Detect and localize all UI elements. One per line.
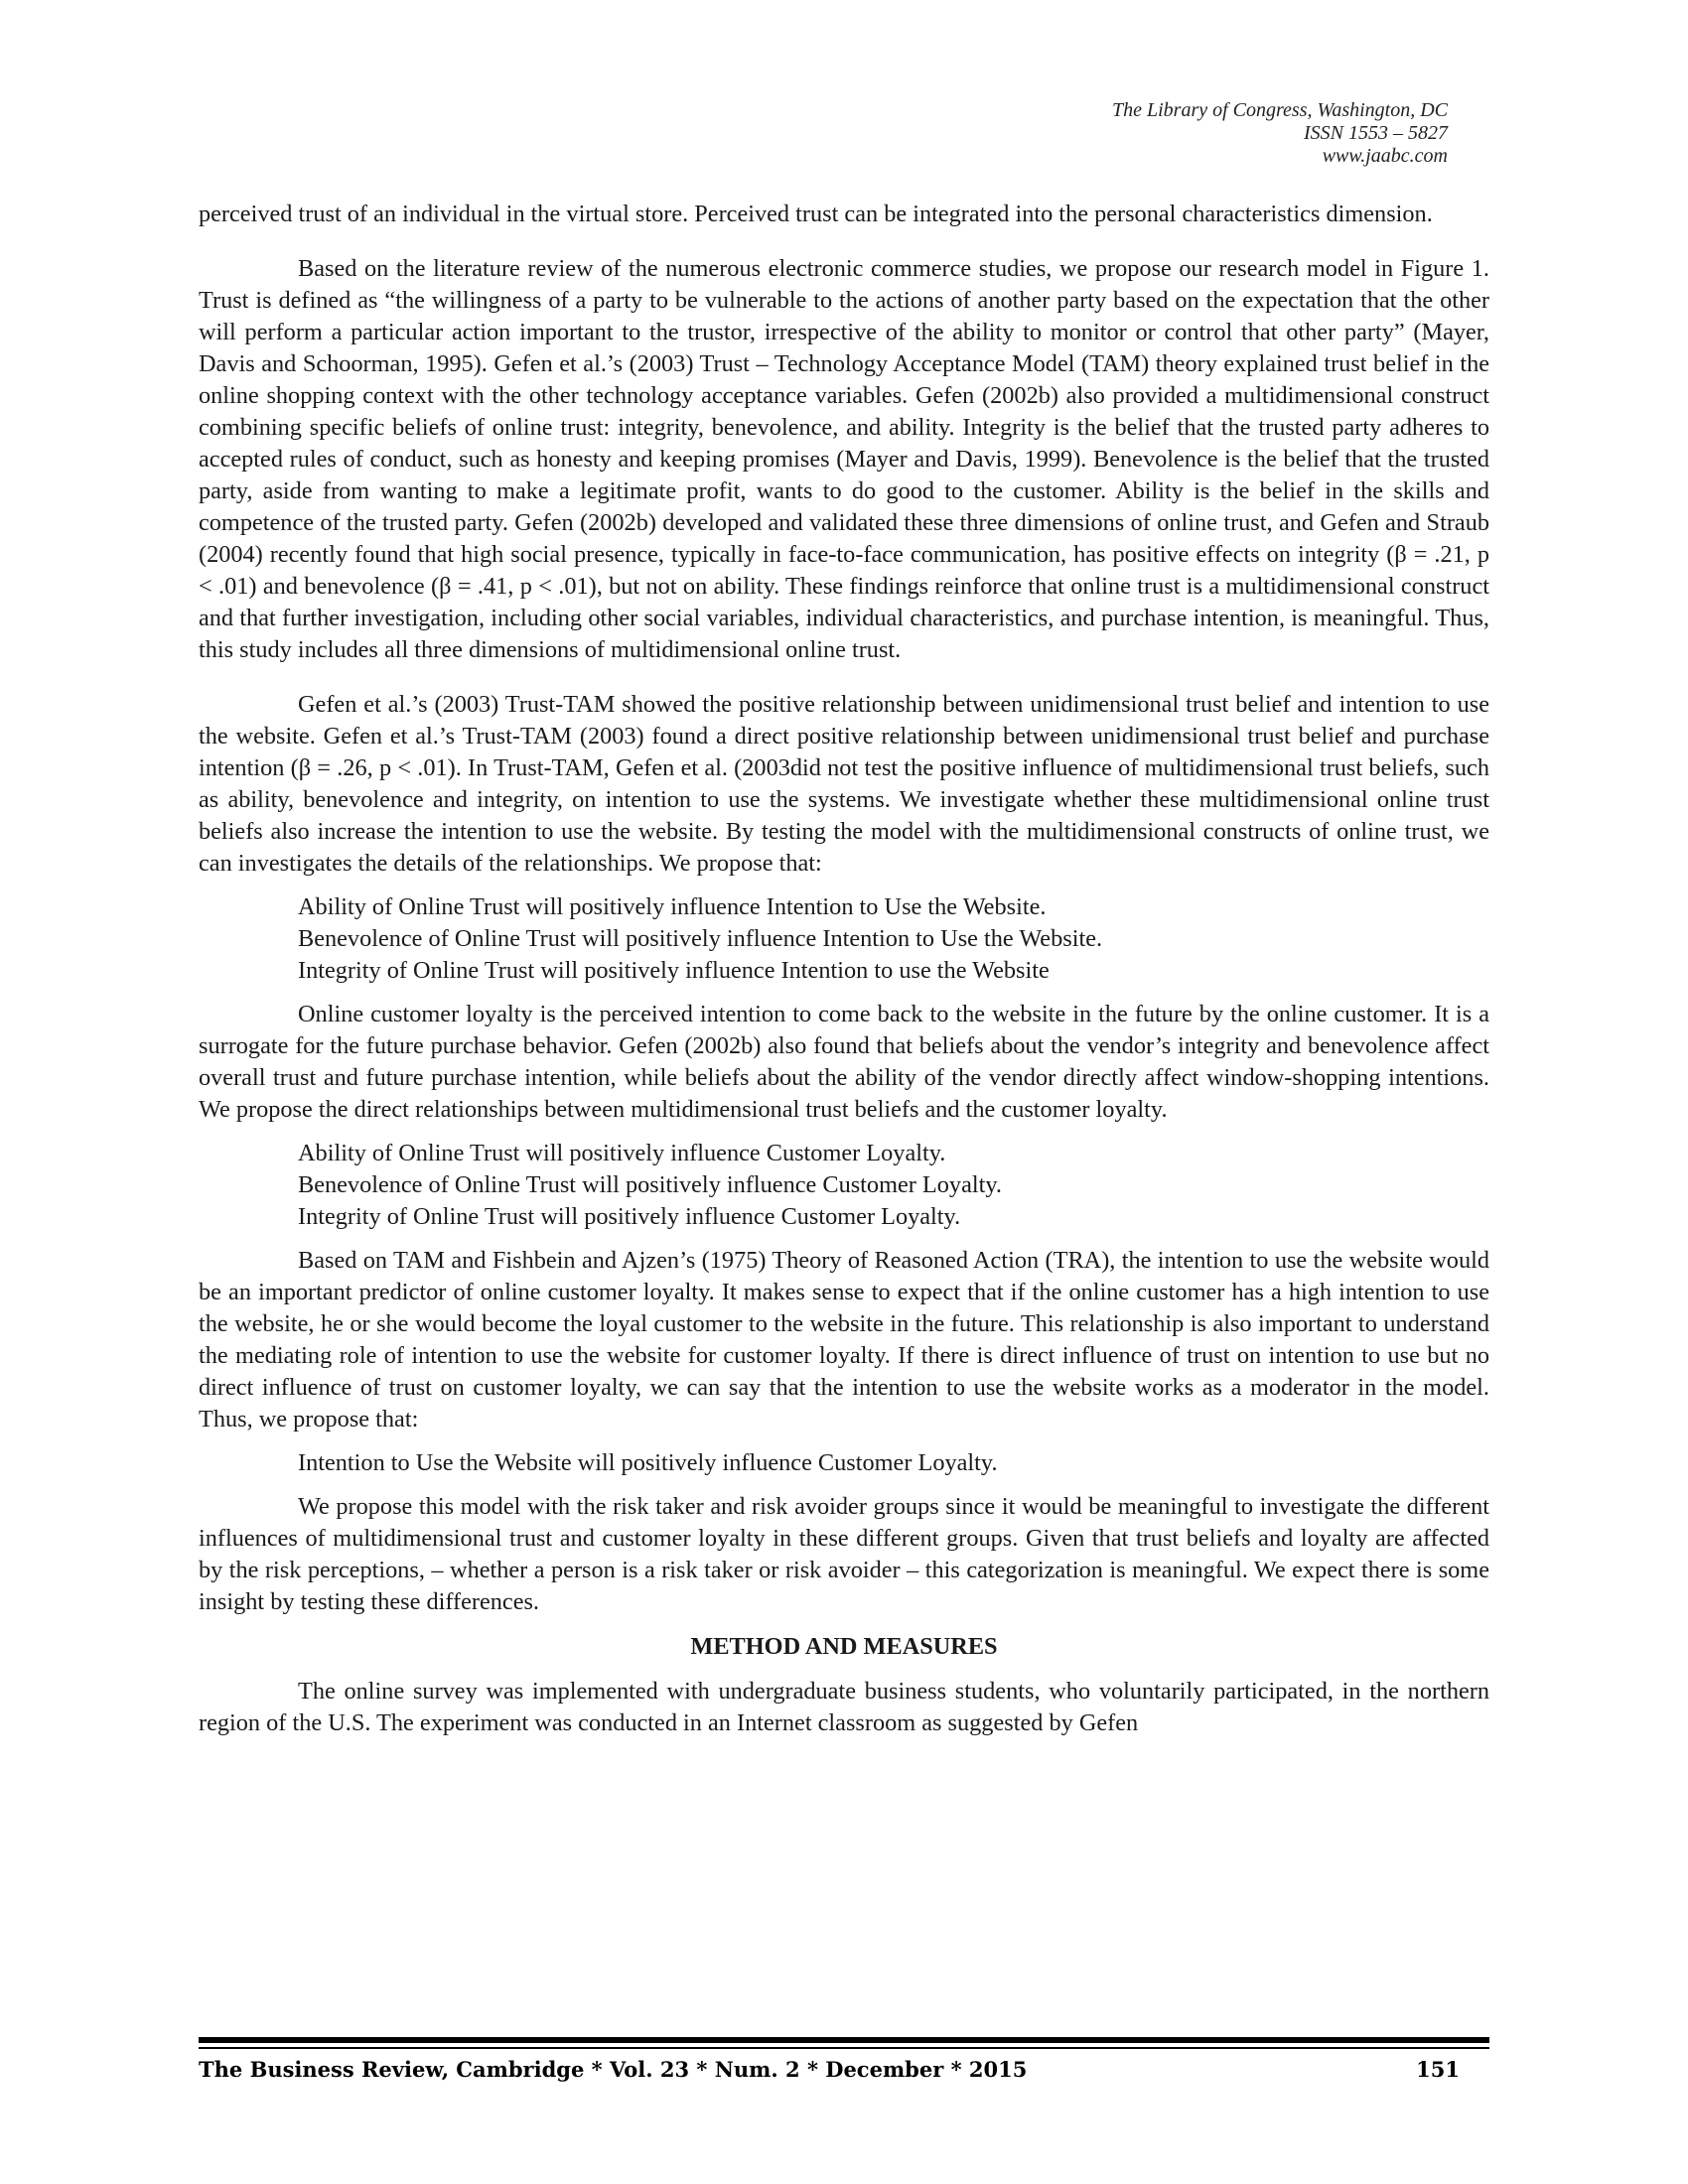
footer-divider-thin: [199, 2047, 1489, 2049]
hypothesis-item: Benevolence of Online Trust will positively influence Customer Loyalty.: [298, 1171, 1002, 1198]
hypothesis-item: Ability of Online Trust will positively influence Customer Loyalty.: [298, 1140, 946, 1166]
hypothesis-item: Integrity of Online Trust will positively influence Intention to use the Website: [298, 957, 1050, 984]
footer-journal-info: The Business Review, Cambridge * Vol. 23 * Num. 2 * December * 2015: [199, 2057, 1028, 2082]
paragraph-trust-tam: Gefen et al.’s (2003) Trust-TAM showed the positive relationship between unidimensional trust belief and intention to use the website. Gefen et al.’s Trust-TAM (2003) found a direct positive relationship between unidimensional trust belief and purchase intention (β = .26, p < .01). In Trust-TAM, Gefen et al. (2003did not test the positive influence of multidimensional trust beliefs, such as ability, benevolence and integrity, on intention to use the systems. We investigate whether these multidimensional online trust beliefs also increase the intention to use the website. By testing the model with the multidimensional constructs of online trust, we can investigates the details of the relationships. We propose that:: [199, 691, 1489, 877]
hypothesis-item: Intention to Use the Website will positively influence Customer Loyalty.: [298, 1449, 998, 1476]
paragraph-customer-loyalty: Online customer loyalty is the perceived intention to come back to the website in the future by the online customer. It is a surrogate for the future purchase behavior. Gefen (2002b) also found that beliefs about the vendor’s integrity and benevolence affect overall trust and future purchase intention, while beliefs about the ability of the vendor directly affect window-shopping intentions. We propose the direct relationships between multidimensional trust beliefs and the customer loyalty.: [199, 1001, 1489, 1123]
paragraph-risk-groups: We propose this model with the risk taker and risk avoider groups since it would be meaningful to investigate the different influences of multidimensional trust and customer loyalty in these different groups. Given that trust beliefs and loyalty are affected by the risk perceptions, – whether a person is a risk taker or risk avoider – this categorization is meaningful. We expect there is some insight by testing these differences.: [199, 1493, 1489, 1615]
footer-divider: [199, 2037, 1489, 2043]
page-number: 151: [1416, 2057, 1460, 2082]
hypotheses-loyalty: [199, 1138, 1489, 1233]
paragraph-tra: Based on TAM and Fishbein and Ajzen’s (1975) Theory of Reasoned Action (TRA), the intention to use the website would be an important predictor of online customer loyalty. It makes sense to expect that if the online customer has a high intention to use the website, he or she would become the loyal customer to the website in the future. This relationship is also important to understand the mediating role of intention to use the website for customer loyalty. If there is direct influence of trust on intention to use but no direct influence of trust on customer loyalty, we can say that the intention to use the website works as a moderator in the model. Thus, we propose that:: [199, 1247, 1489, 1433]
paragraph-method: The online survey was implemented with undergraduate business students, who voluntarily participated, in the northern region of the U.S. The experiment was conducted in an Internet classroom as suggested by Gefen: [199, 1678, 1489, 1736]
paragraph-trust-definition: Based on the literature review of the numerous electronic commerce studies, we propose our research model in Figure 1. Trust is defined as “the willingness of a party to be vulnerable to the actions of another party based on the expectation that the other will perform a particular action important to the trustor, irrespective of the ability to monitor or control that other party” (Mayer, Davis and Schoorman, 1995). Gefen et al.’s (2003) Trust – Technology Acceptance Model (TAM) theory explained trust belief in the online shopping context with the other technology acceptance variables. Gefen (2002b) also provided a multidimensional construct combining specific beliefs of online trust: integrity, benevolence, and ability. Integrity is the belief that the trusted party adheres to accepted rules of conduct, such as honesty and keeping promises (Mayer and Davis, 1999). Benevolence is the belief that the trusted party, aside from wanting to make a legitimate profit, wants to do good to the customer. Ability is the belief in the skills and competence of the trusted party. Gefen (2002b) developed and validated these three dimensions of online trust, and Gefen and Straub (2004) recently found that high social presence, typically in face-to-face communication, has positive effects on integrity (β = .21, p < .01) and benevolence (β = .41, p < .01), but not on ability. These findings reinforce that online trust is a multidimensional construct and that further investigation, including other social variables, individual characteristics, and purchase intention, is meaningful. Thus, this study includes all three dimensions of multidimensional online trust.: [199, 255, 1489, 663]
paragraph-continued: perceived trust of an individual in the virtual store. Perceived trust can be integrated into the personal characteristics dimension.: [199, 201, 1433, 227]
header-website: www.jaabc.com: [1322, 145, 1448, 167]
header-issn: ISSN 1553 – 5827: [1304, 122, 1448, 144]
hypothesis-item: Ability of Online Trust will positively influence Intention to Use the Website.: [298, 893, 1047, 920]
hypotheses-intention: [199, 891, 1489, 987]
hypothesis-item: Integrity of Online Trust will positively influence Customer Loyalty.: [298, 1203, 961, 1230]
hypothesis-item: Benevolence of Online Trust will positively influence Intention to Use the Website.: [298, 925, 1103, 952]
running-header: [1112, 99, 1448, 168]
article-body: [199, 199, 1489, 1762]
section-heading: METHOD AND MEASURES: [690, 1633, 998, 1660]
header-publisher: The Library of Congress, Washington, DC: [1111, 99, 1448, 121]
